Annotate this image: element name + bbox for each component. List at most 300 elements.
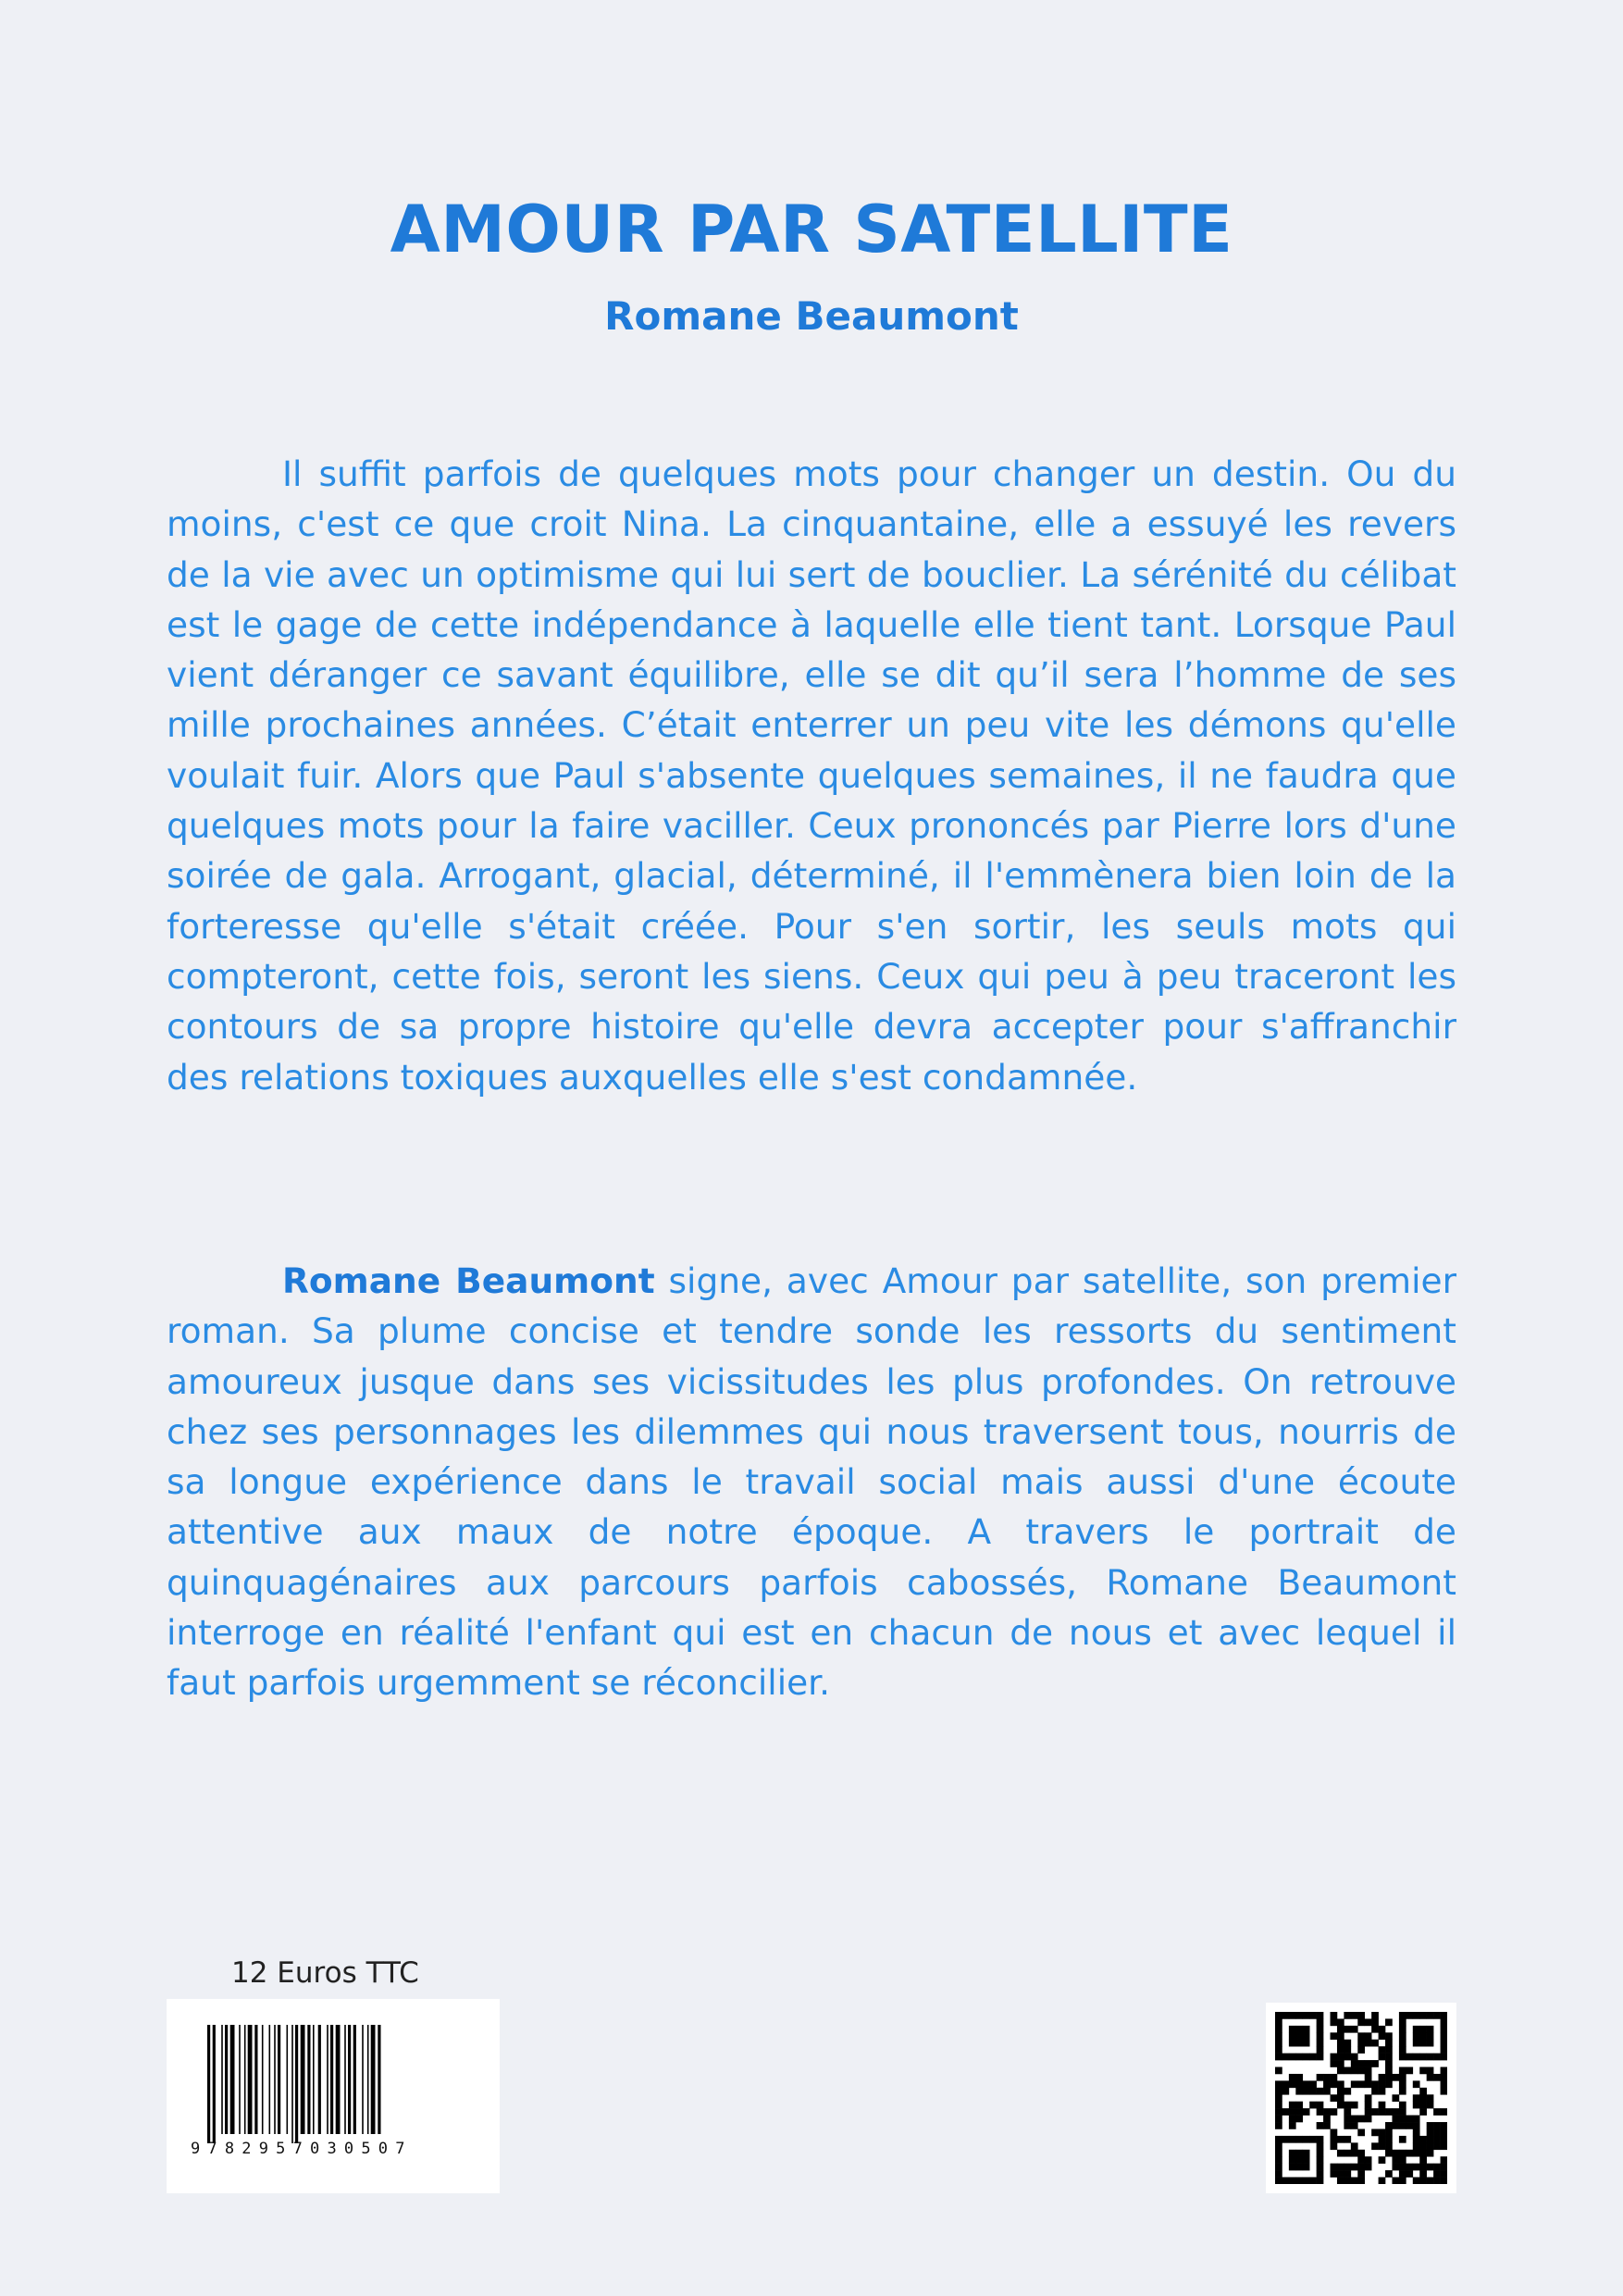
qr-module	[1427, 2142, 1434, 2150]
qr-module	[1344, 2012, 1351, 2019]
qr-module	[1392, 2150, 1399, 2157]
qr-module	[1295, 2032, 1303, 2040]
qr-module	[1441, 2046, 1447, 2054]
qr-module	[1295, 2040, 1303, 2047]
qr-module	[1385, 2136, 1393, 2143]
qr-module	[1385, 2150, 1393, 2157]
barcode-bar	[367, 2025, 369, 2134]
qr-module	[1337, 2136, 1344, 2143]
qr-module	[1289, 2178, 1296, 2184]
qr-module	[1282, 2012, 1289, 2019]
qr-module	[1385, 2074, 1393, 2081]
qr-module	[1365, 2060, 1372, 2067]
qr-module	[1441, 2032, 1447, 2040]
qr-module	[1295, 2054, 1303, 2061]
qr-module	[1295, 2080, 1303, 2088]
qr-module	[1289, 2054, 1296, 2061]
qr-module	[1385, 2032, 1393, 2040]
qr-module	[1295, 2150, 1303, 2157]
qr-module	[1406, 2170, 1413, 2178]
qr-module	[1317, 2164, 1324, 2171]
qr-module	[1365, 2094, 1372, 2102]
qr-module	[1295, 2026, 1303, 2033]
qr-module	[1275, 2122, 1282, 2129]
qr-module	[1427, 2136, 1434, 2143]
qr-module	[1441, 2088, 1447, 2095]
qr-module	[1289, 2032, 1296, 2040]
qr-module	[1441, 2018, 1447, 2026]
qr-module	[1275, 2156, 1282, 2164]
qr-module	[1379, 2032, 1386, 2040]
qr-module	[1331, 2094, 1338, 2102]
synopsis-paragraph: Il suffit parfois de quelques mots pour changer un destin. Ou du moins, c'est ce que croit Nina. La cinquantaine, elle a essuyé les revers de la vie avec un optimisme qui lui sert de bouclier. La sérénité du célibat est le gage de cette indépendance à laquelle elle tient tant. Lorsque Paul vient déranger ce savant équilibre, elle se dit qu’il sera l’homme de ses mille prochaines années. C’était enterrer un peu vite les démons qu'elle voulait fuir. Alors que Paul s'absente quelques semaines, il ne faudra que quelques mots pour la faire vaciller. Ceux prononcés par Pierre lors d'une soirée de gala. Arrogant, glacial, déterminé, il l'emmènera bien loin de la forteresse qu'elle s'était créée. Pour s'en sortir, les seuls mots qui compteront, cette fois, seront les siens. Ceux qui peu à peu traceront les contours de sa propre histoire qu'elle devra accepter pour s'affranchir des relations toxiques auxquelles elle s'est condamnée.	[167, 453, 1456, 1098]
qr-module	[1406, 2067, 1413, 2075]
qr-module	[1413, 2032, 1420, 2040]
qr-module	[1303, 2054, 1310, 2061]
qr-module	[1427, 2012, 1434, 2019]
qr-module	[1317, 2040, 1324, 2047]
qr-module	[1413, 2122, 1420, 2129]
qr-module	[1282, 2108, 1289, 2116]
qr-module	[1419, 2032, 1427, 2040]
qr-module	[1399, 2178, 1406, 2184]
qr-module	[1295, 2074, 1303, 2081]
qr-module	[1295, 2136, 1303, 2143]
barcode-bar	[301, 2025, 305, 2134]
qr-module	[1323, 2122, 1331, 2129]
qr-module	[1371, 2142, 1379, 2150]
qr-module	[1427, 2032, 1434, 2040]
qr-module	[1371, 2018, 1379, 2026]
qr-module	[1399, 2080, 1406, 2088]
barcode-bar	[230, 2025, 235, 2134]
qr-module	[1323, 2080, 1331, 2088]
qr-module	[1433, 2128, 1441, 2136]
qr-module	[1357, 2164, 1365, 2171]
qr-module	[1413, 2178, 1420, 2184]
qr-module	[1399, 2156, 1406, 2164]
qr-module	[1365, 2018, 1372, 2026]
qr-module	[1365, 2102, 1372, 2109]
qr-module	[1344, 2046, 1351, 2054]
qr-module	[1399, 2018, 1406, 2026]
qr-module	[1399, 2046, 1406, 2054]
barcode-bar	[239, 2025, 241, 2134]
qr-module	[1357, 2046, 1365, 2054]
qr-module	[1351, 2178, 1358, 2184]
qr-module	[1365, 2080, 1372, 2088]
qr-module	[1282, 2178, 1289, 2184]
qr-module	[1379, 2136, 1386, 2143]
qr-module	[1441, 2128, 1447, 2136]
qr-module	[1351, 2150, 1358, 2157]
qr-module	[1433, 2054, 1441, 2061]
qr-module	[1289, 2150, 1296, 2157]
qr-module	[1337, 2164, 1344, 2171]
qr-module	[1337, 2080, 1344, 2088]
qr-module	[1433, 2170, 1441, 2178]
qr-module	[1275, 2067, 1282, 2075]
qr-module	[1289, 2116, 1296, 2123]
qr-module	[1309, 2102, 1317, 2109]
qr-module	[1427, 2074, 1434, 2081]
qr-module	[1419, 2156, 1427, 2164]
qr-module	[1331, 2164, 1338, 2171]
price-label: 12 Euros TTC	[231, 1956, 419, 1990]
qr-module	[1331, 2060, 1338, 2067]
qr-module	[1317, 2108, 1324, 2116]
barcode-bar	[362, 2025, 364, 2134]
qr-module	[1399, 2150, 1406, 2157]
qr-module	[1365, 2040, 1372, 2047]
qr-module	[1344, 2164, 1351, 2171]
qr-module	[1413, 2116, 1420, 2123]
qr-module	[1357, 2067, 1365, 2075]
qr-module	[1317, 2122, 1324, 2129]
qr-module	[1419, 2067, 1427, 2075]
qr-module	[1289, 2102, 1296, 2109]
qr-module	[1419, 2012, 1427, 2019]
qr-module	[1413, 2094, 1420, 2102]
qr-module	[1413, 2054, 1420, 2061]
qr-module	[1351, 2142, 1358, 2150]
qr-module	[1433, 2178, 1441, 2184]
qr-module	[1357, 2012, 1365, 2019]
qr-module	[1323, 2108, 1331, 2116]
qr-module	[1317, 2088, 1324, 2095]
qr-module	[1385, 2122, 1393, 2129]
qr-module	[1351, 2067, 1358, 2075]
qr-module	[1309, 2080, 1317, 2088]
qr-module	[1413, 2012, 1420, 2019]
barcode-bar	[295, 2025, 298, 2143]
qr-module	[1441, 2012, 1447, 2019]
qr-module	[1295, 2012, 1303, 2019]
barcode-bars	[204, 2025, 463, 2145]
qr-module	[1413, 2080, 1420, 2088]
qr-module	[1427, 2102, 1434, 2109]
barcode-bar	[221, 2025, 223, 2134]
qr-module	[1441, 2178, 1447, 2184]
qr-module	[1331, 2032, 1338, 2040]
qr-module	[1385, 2054, 1393, 2061]
qr-module	[1441, 2067, 1447, 2075]
qr-module	[1427, 2178, 1434, 2184]
qr-module	[1323, 2074, 1331, 2081]
qr-module	[1295, 2116, 1303, 2123]
qr-module	[1379, 2074, 1386, 2081]
qr-module	[1289, 2164, 1296, 2171]
qr-module	[1413, 2164, 1420, 2171]
qr-module	[1331, 2012, 1338, 2019]
qr-module	[1317, 2170, 1324, 2178]
qr-module	[1392, 2094, 1399, 2102]
qr-module	[1303, 2178, 1310, 2184]
isbn-digits: 9782957030507	[191, 2140, 413, 2158]
qr-module	[1427, 2054, 1434, 2061]
qr-module	[1433, 2108, 1441, 2116]
qr-module	[1365, 2074, 1372, 2081]
qr-module	[1275, 2094, 1282, 2102]
qr-module	[1399, 2074, 1406, 2081]
qr-module	[1385, 2046, 1393, 2054]
qr-module	[1433, 2136, 1441, 2143]
qr-module	[1365, 2164, 1372, 2171]
qr-module	[1303, 2136, 1310, 2143]
qr-module	[1309, 2012, 1317, 2019]
qr-module	[1344, 2054, 1351, 2061]
qr-module	[1337, 2018, 1344, 2026]
qr-module	[1275, 2170, 1282, 2178]
qr-module	[1399, 2040, 1406, 2047]
qr-module	[1379, 2046, 1386, 2054]
qr-module	[1275, 2164, 1282, 2171]
qr-module	[1371, 2026, 1379, 2033]
author-bio-paragraph	[167, 1256, 1456, 1708]
barcode-bar	[348, 2025, 351, 2134]
qr-module	[1385, 2060, 1393, 2067]
qr-module	[1392, 2122, 1399, 2129]
qr-module	[1371, 2128, 1379, 2136]
qr-module	[1399, 2164, 1406, 2171]
qr-module	[1357, 2150, 1365, 2157]
qr-module	[1295, 2088, 1303, 2095]
barcode-bar	[313, 2025, 315, 2134]
qr-module	[1309, 2054, 1317, 2061]
qr-module	[1413, 2026, 1420, 2033]
qr-module	[1357, 2178, 1365, 2184]
qr-module	[1419, 2178, 1427, 2184]
qr-module	[1323, 2116, 1331, 2123]
qr-module	[1323, 2088, 1331, 2095]
qr-module	[1399, 2088, 1406, 2095]
qr-module	[1441, 2136, 1447, 2143]
qr-module	[1275, 2080, 1282, 2088]
qr-module	[1441, 2080, 1447, 2088]
qr-module	[1317, 2156, 1324, 2164]
barcode-bar	[291, 2025, 293, 2143]
qr-module	[1289, 2122, 1296, 2129]
qr-module	[1337, 2067, 1344, 2075]
qr-module	[1275, 2142, 1282, 2150]
qr-module	[1441, 2156, 1447, 2164]
barcode-bar	[344, 2025, 346, 2134]
qr-module	[1289, 2108, 1296, 2116]
qr-module	[1399, 2122, 1406, 2129]
qr-module	[1413, 2102, 1420, 2109]
qr-module	[1331, 2108, 1338, 2116]
qr-module	[1385, 2170, 1393, 2178]
qr-module	[1357, 2040, 1365, 2047]
qr-module	[1392, 2108, 1399, 2116]
qr-module	[1433, 2012, 1441, 2019]
qr-module	[1337, 2026, 1344, 2033]
qr-module	[1406, 2054, 1413, 2061]
qr-module	[1351, 2116, 1358, 2123]
qr-module	[1392, 2178, 1399, 2184]
barcode-bar	[327, 2025, 328, 2134]
qr-module	[1337, 2032, 1344, 2040]
author-bio-text: signe, avec Amour par satellite, son premier roman. Sa plume concise et tendre sonde les ressorts du sentiment amoureux jusque dans ses vicissitudes les plus profondes. On retrouve chez ses personnages les dilemmes qui nous traversent tous, nourris de sa longue expérience dans le travail social mais aussi d'une écoute attentive aux maux de notre époque. A travers le portrait de quinquagénaires aux parcours parfois cabossés, Romane Beaumont interroge en réalité l'enfant qui est en chacun de nous et avec lequel il faut parfois urgemment se réconcilier.	[167, 1260, 1456, 1704]
qr-module	[1379, 2142, 1386, 2150]
qr-module	[1419, 2164, 1427, 2171]
qr-module	[1419, 2094, 1427, 2102]
qr-module	[1379, 2178, 1386, 2184]
qr-module	[1433, 2122, 1441, 2129]
qr-module	[1365, 2108, 1372, 2116]
qr-module	[1317, 2046, 1324, 2054]
qr-module	[1399, 2012, 1406, 2019]
qr-module	[1379, 2088, 1386, 2095]
qr-module	[1371, 2012, 1379, 2019]
barcode-bar	[274, 2025, 276, 2134]
qr-module	[1275, 2102, 1282, 2109]
isbn-barcode	[167, 1999, 500, 2193]
qr-module	[1331, 2142, 1338, 2150]
qr-module	[1295, 2102, 1303, 2109]
qr-module	[1344, 2040, 1351, 2047]
qr-module	[1399, 2032, 1406, 2040]
qr-module	[1406, 2164, 1413, 2171]
qr-module	[1275, 2032, 1282, 2040]
qr-module	[1379, 2080, 1386, 2088]
qr-module	[1344, 2122, 1351, 2129]
barcode-bar	[353, 2025, 356, 2134]
qr-module	[1357, 2032, 1365, 2040]
qr-module	[1295, 2156, 1303, 2164]
qr-module	[1344, 2108, 1351, 2116]
qr-module	[1303, 2026, 1310, 2033]
qr-module	[1331, 2018, 1338, 2026]
qr-module	[1379, 2102, 1386, 2109]
qr-module	[1289, 2080, 1296, 2088]
qr-module	[1289, 2040, 1296, 2047]
qr-module	[1295, 2108, 1303, 2116]
qr-module	[1399, 2108, 1406, 2116]
qr-module	[1406, 2116, 1413, 2123]
qr-module	[1419, 2170, 1427, 2178]
barcode-bar	[213, 2025, 216, 2143]
barcode-bar	[307, 2025, 310, 2134]
qr-module	[1419, 2108, 1427, 2116]
qr-module	[1275, 2108, 1282, 2116]
barcode-bar	[318, 2025, 321, 2134]
qr-module	[1317, 2054, 1324, 2061]
qr-module	[1344, 2088, 1351, 2095]
qr-module	[1433, 2142, 1441, 2150]
qr-module	[1357, 2170, 1365, 2178]
qr-module	[1427, 2128, 1434, 2136]
qr-module	[1317, 2074, 1324, 2081]
qr-module	[1275, 2150, 1282, 2157]
qr-module	[1331, 2128, 1338, 2136]
qr-module	[1392, 2156, 1399, 2164]
qr-module	[1317, 2018, 1324, 2026]
qr-module	[1419, 2102, 1427, 2109]
qr-module	[1399, 2136, 1406, 2143]
qr-module	[1337, 2060, 1344, 2067]
qr-module	[1275, 2136, 1282, 2143]
qr-module	[1371, 2108, 1379, 2116]
qr-module	[1317, 2150, 1324, 2157]
author-name: Romane Beaumont	[604, 293, 1019, 339]
qr-module	[1295, 2164, 1303, 2171]
qr-module	[1379, 2128, 1386, 2136]
barcode-bar	[371, 2025, 376, 2134]
qr-module	[1357, 2116, 1365, 2123]
qr-module	[1289, 2074, 1296, 2081]
qr-module	[1433, 2074, 1441, 2081]
qr-module	[1317, 2012, 1324, 2019]
qr-module	[1441, 2074, 1447, 2081]
qr-module	[1303, 2108, 1310, 2116]
qr-module	[1392, 2074, 1399, 2081]
qr-module	[1357, 2156, 1365, 2164]
qr-module	[1331, 2054, 1338, 2061]
qr-module	[1275, 2026, 1282, 2033]
qr-module	[1379, 2054, 1386, 2061]
qr-module	[1351, 2122, 1358, 2129]
qr-module	[1337, 2046, 1344, 2054]
qr-module	[1413, 2040, 1420, 2047]
qr-module	[1337, 2170, 1344, 2178]
qr-module	[1344, 2170, 1351, 2178]
qr-module	[1399, 2102, 1406, 2109]
qr-module	[1406, 2012, 1413, 2019]
qr-module	[1441, 2164, 1447, 2171]
qr-module	[1441, 2122, 1447, 2129]
qr-module	[1331, 2170, 1338, 2178]
qr-module	[1344, 2067, 1351, 2075]
qr-module	[1289, 2026, 1296, 2033]
qr-module	[1385, 2018, 1393, 2026]
qr-module	[1441, 2170, 1447, 2178]
qr-module	[1419, 2136, 1427, 2143]
qr-module	[1344, 2150, 1351, 2157]
qr-module	[1385, 2128, 1393, 2136]
qr-module	[1413, 2136, 1420, 2143]
qr-module	[1351, 2054, 1358, 2061]
qr-module	[1399, 2170, 1406, 2178]
barcode-bar	[248, 2025, 253, 2134]
qr-code-pattern	[1275, 2012, 1447, 2184]
qr-module	[1282, 2080, 1289, 2088]
qr-module	[1399, 2026, 1406, 2033]
qr-module	[1357, 2018, 1365, 2026]
qr-module	[1303, 2156, 1310, 2164]
qr-module	[1303, 2040, 1310, 2047]
qr-module	[1275, 2054, 1282, 2061]
book-title: AMOUR PAR SATELLITE	[390, 192, 1233, 267]
qr-module	[1275, 2178, 1282, 2184]
qr-module	[1344, 2136, 1351, 2143]
qr-module	[1282, 2054, 1289, 2061]
qr-module	[1337, 2094, 1344, 2102]
qr-module	[1351, 2026, 1358, 2033]
qr-module	[1357, 2080, 1365, 2088]
qr-module	[1371, 2060, 1379, 2067]
qr-module	[1371, 2040, 1379, 2047]
barcode-bar	[269, 2025, 271, 2134]
qr-module	[1337, 2088, 1344, 2095]
qr-module	[1427, 2164, 1434, 2171]
qr-code	[1266, 2003, 1456, 2193]
qr-module	[1317, 2032, 1324, 2040]
qr-module	[1365, 2067, 1372, 2075]
qr-module	[1351, 2164, 1358, 2171]
qr-module	[1441, 2142, 1447, 2150]
qr-module	[1427, 2026, 1434, 2033]
